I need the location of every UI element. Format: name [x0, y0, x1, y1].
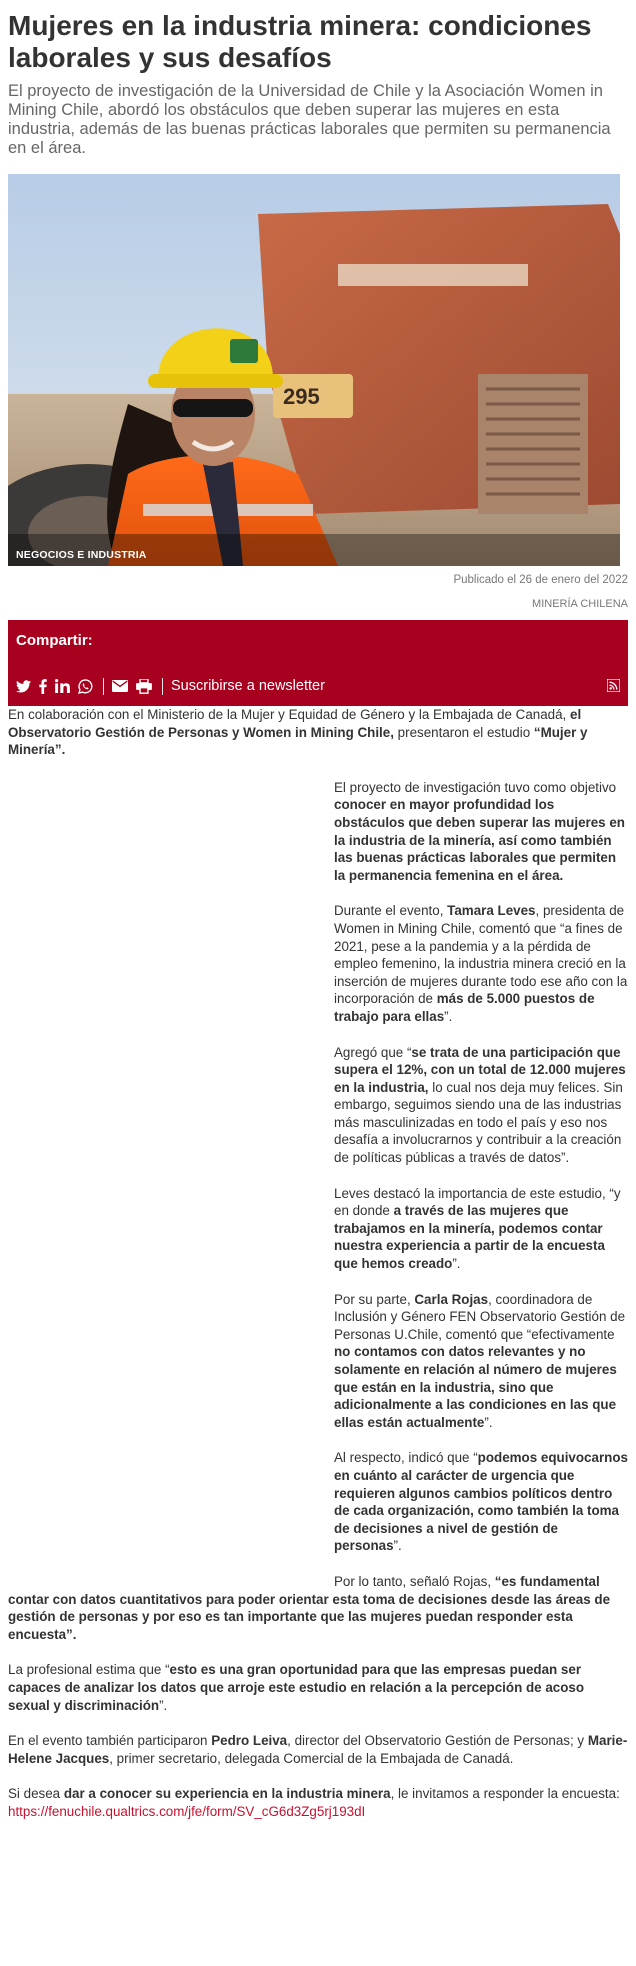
text-bold: podemos equivocarnos en cuánto al carácter de urgencia que requieren algunos cambios políticos dentro de cada organización, como también la toma de decisiones a nivel de gestión de personas — [334, 1450, 628, 1554]
rss-icon[interactable] — [607, 676, 620, 694]
text: , primer secretario, delegada Comercial de la Embajada de Canadá. — [109, 1750, 514, 1766]
article-body — [8, 706, 628, 1820]
paragraph-intro — [8, 706, 628, 759]
paragraph — [8, 1661, 628, 1714]
text: , coordinadora de Inclusión y Género FEN Observatorio Gestión de Personas U.Chile, comentó que “efectivamente — [334, 1291, 626, 1342]
text-bold: esto es una gran oportunidad para que las empresas puedan ser capaces de analizar los datos que arroje este estudio en relación a la percepción de acoso sexual y discriminación — [8, 1662, 585, 1713]
text: presentaron el estudio — [393, 724, 534, 740]
text-bold: dar a conocer su experiencia en la industria minera — [63, 1786, 391, 1802]
text: , director del Observatorio Gestión de Personas; y — [287, 1733, 588, 1749]
paragraph — [334, 902, 628, 1025]
text: Por su parte, — [334, 1291, 415, 1307]
image-category-tag[interactable]: NEGOCIOS E INDUSTRIA — [16, 549, 147, 561]
share-separator — [162, 678, 163, 695]
text-bold: Pedro Leiva — [211, 1733, 288, 1749]
text-bold: se trata de una participación que supera el 12%, con un total de 12.000 mujeres en la industria, — [334, 1044, 626, 1095]
paragraph — [334, 1044, 628, 1167]
text: ”. — [484, 1414, 493, 1430]
paragraph — [334, 1449, 628, 1555]
share-bar — [8, 620, 628, 706]
text: , presidenta de Women in Mining Chile, comentó que “a fines de 2021, pese a la pandemia y a la pérdida de empleo femenino, la industria minera creció en la inserción de mujeres durante todo ese año con la incorporación de — [334, 903, 628, 1007]
hero-image — [8, 174, 620, 566]
article-meta — [8, 574, 628, 610]
survey-link[interactable]: https://fenuchile.qualtrics.com/jfe/form/SV_cG6d3Zg5rj193dI — [8, 1803, 366, 1819]
paragraph — [334, 1185, 628, 1273]
text: La profesional estima que “ — [8, 1662, 170, 1678]
paragraph — [8, 1573, 628, 1643]
text: El proyecto de investigación tuvo como objetivo — [334, 779, 617, 795]
text: Si desea — [8, 1786, 64, 1802]
full-width-text — [8, 1573, 628, 1821]
indented-column — [334, 779, 628, 1555]
share-title: Compartir: — [16, 632, 93, 649]
paragraph — [334, 779, 628, 885]
text: ”. — [444, 1008, 453, 1024]
text-bold: a través de las mujeres que trabajamos en la minería, podemos contar nuestra experiencia a partir de la encuesta que hemos creado — [334, 1203, 605, 1272]
paragraph — [334, 1291, 628, 1432]
facebook-icon[interactable] — [39, 677, 47, 695]
text: ”. — [159, 1697, 168, 1713]
text: Por lo tanto, señaló Rojas, — [334, 1573, 495, 1589]
text-bold: “es fundamental contar con datos cuantitativos para poder orientar esta toma de decisiones desde las áreas de gestión de personas y por eso es tan importante que las mujeres puedan responder esta encuesta”. — [8, 1573, 611, 1642]
article-source: MINERÍA CHILENA — [532, 598, 628, 610]
article-lead: El proyecto de investigación de la Universidad de Chile y la Asociación Women in Mining Chile, abordó los obstáculos que deben superar las mujeres en esta industria, además de las buenas prácticas laborales que permiten su permanencia en el área. — [8, 82, 611, 157]
text: lo cual nos deja muy felices. Sin embargo, seguimos siendo una de las industrias más masculinizadas en todo el país y eso nos desafía a involucrarnos y contribuir a la creación de políticas públicas a través de datos”. — [334, 1079, 623, 1166]
email-icon[interactable] — [112, 677, 128, 695]
text-bold: no contamos con datos relevantes y no solamente en relación al número de mujeres que están en la industria, sino que adicionalmente a las condiciones en las que ellas están actualmente — [334, 1344, 617, 1430]
text: , le invitamos a responder la encuesta: — [390, 1786, 620, 1802]
share-icons-row — [16, 676, 620, 696]
text-bold: el Observatorio Gestión de Personas y Women in Mining Chile, — [8, 707, 582, 740]
text-bold: Marie-Helene Jacques — [8, 1733, 628, 1766]
svg-text:295: 295 — [283, 384, 320, 409]
text-bold: Tamara Leves — [447, 903, 536, 919]
text: En el evento también participaron — [8, 1733, 212, 1749]
text-bold: Carla Rojas — [414, 1291, 489, 1307]
whatsapp-icon[interactable] — [78, 677, 93, 695]
twitter-icon[interactable] — [16, 677, 31, 695]
paragraph — [8, 1732, 628, 1767]
article-title: Mujeres en la industria minera: condiciones laborales y sus desafíos — [8, 10, 592, 73]
text: ”. — [452, 1256, 461, 1272]
text: Al respecto, indicó que “ — [334, 1450, 478, 1466]
text-bold: “Mujer y Minería”. — [8, 724, 588, 758]
linkedin-icon[interactable] — [55, 677, 70, 695]
paragraph — [8, 1785, 628, 1820]
print-icon[interactable] — [136, 677, 152, 695]
share-separator — [103, 678, 104, 695]
text: Agregó que “ — [334, 1044, 412, 1060]
photo-woman-miner-illustration — [8, 174, 620, 566]
newsletter-subscribe-link[interactable]: Suscribirse a newsletter — [171, 678, 325, 694]
text: En colaboración con el Ministerio de la Mujer y Equidad de Género y la Embajada de Canadá, — [8, 707, 570, 722]
text-bold: conocer en mayor profundidad los obstáculos que deben superar las mujeres en la industria de la minería, así como también las buenas prácticas laborales que permiten la permanencia femenina en el área. — [334, 797, 625, 883]
text: ”. — [393, 1538, 402, 1554]
text: Leves destacó la importancia de este estudio, “y en donde — [334, 1185, 621, 1219]
publish-date: Publicado el 26 de enero del 2022 — [453, 574, 628, 586]
text-bold: más de 5.000 puestos de trabajo para ellas — [334, 991, 595, 1024]
text: Durante el evento, — [334, 903, 448, 919]
